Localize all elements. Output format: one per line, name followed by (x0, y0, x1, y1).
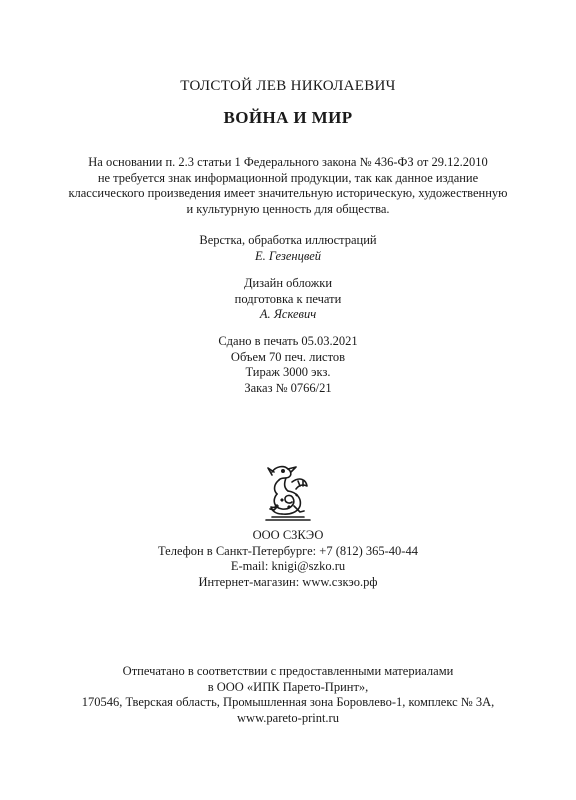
printer-info (0, 664, 576, 726)
publisher-info (0, 528, 576, 590)
cover-name: А. Яскевич (259, 307, 317, 321)
printer-line: в ООО «ИПК Парето-Принт», (207, 679, 369, 694)
prepress-role: подготовка к печати (234, 291, 342, 306)
legal-notice-line: классического произведения имеет значительную историческую, художественную (68, 186, 508, 200)
print-run: Тираж 3000 экз. (245, 365, 331, 379)
publisher-shop: Интернет-магазин: www.сзкэо.рф (198, 574, 378, 589)
publisher-email: E-mail: knigi@szko.ru (230, 559, 346, 573)
book-title: ВОЙНА И МИР (223, 108, 353, 127)
print-info (0, 334, 576, 396)
order-number: Заказ № 0766/21 (244, 380, 332, 395)
legal-notice-line: не требуется знак информационной продукции, так как данное издание (97, 170, 479, 185)
legal-notice-line: и культурную ценность для общества. (186, 201, 390, 216)
print-date: Сдано в печать 05.03.2021 (218, 334, 358, 348)
cover-credit (0, 276, 576, 323)
dragon-emblem-icon (262, 462, 314, 524)
printer-line: Отпечатано в соответствии с предоставленными материалами (122, 664, 454, 678)
layout-role: Верстка, обработка иллюстраций (199, 233, 377, 247)
layout-name: Е. Гезенцвей (254, 248, 322, 263)
publisher-phone: Телефон в Санкт-Петербурге: +7 (812) 365-40-44 (158, 543, 418, 558)
publisher-name: ООО СЗКЭО (252, 528, 324, 542)
legal-notice-line: На основании п. 2.3 статьи 1 Федерального закона № 436-ФЗ от 29.12.2010 (88, 155, 488, 169)
print-volume: Объем 70 печ. листов (230, 349, 346, 364)
layout-credit (0, 233, 576, 264)
printer-website: www.pareto-print.ru (237, 710, 339, 725)
author-name: ТОЛСТОЙ ЛЕВ НИКОЛАЕВИЧ (180, 78, 396, 94)
printer-address: 170546, Тверская область, Промышленная зона Боровлево-1, комплекс № 3А, (81, 695, 495, 709)
cover-role: Дизайн обложки (243, 276, 333, 290)
legal-notice (0, 155, 576, 217)
